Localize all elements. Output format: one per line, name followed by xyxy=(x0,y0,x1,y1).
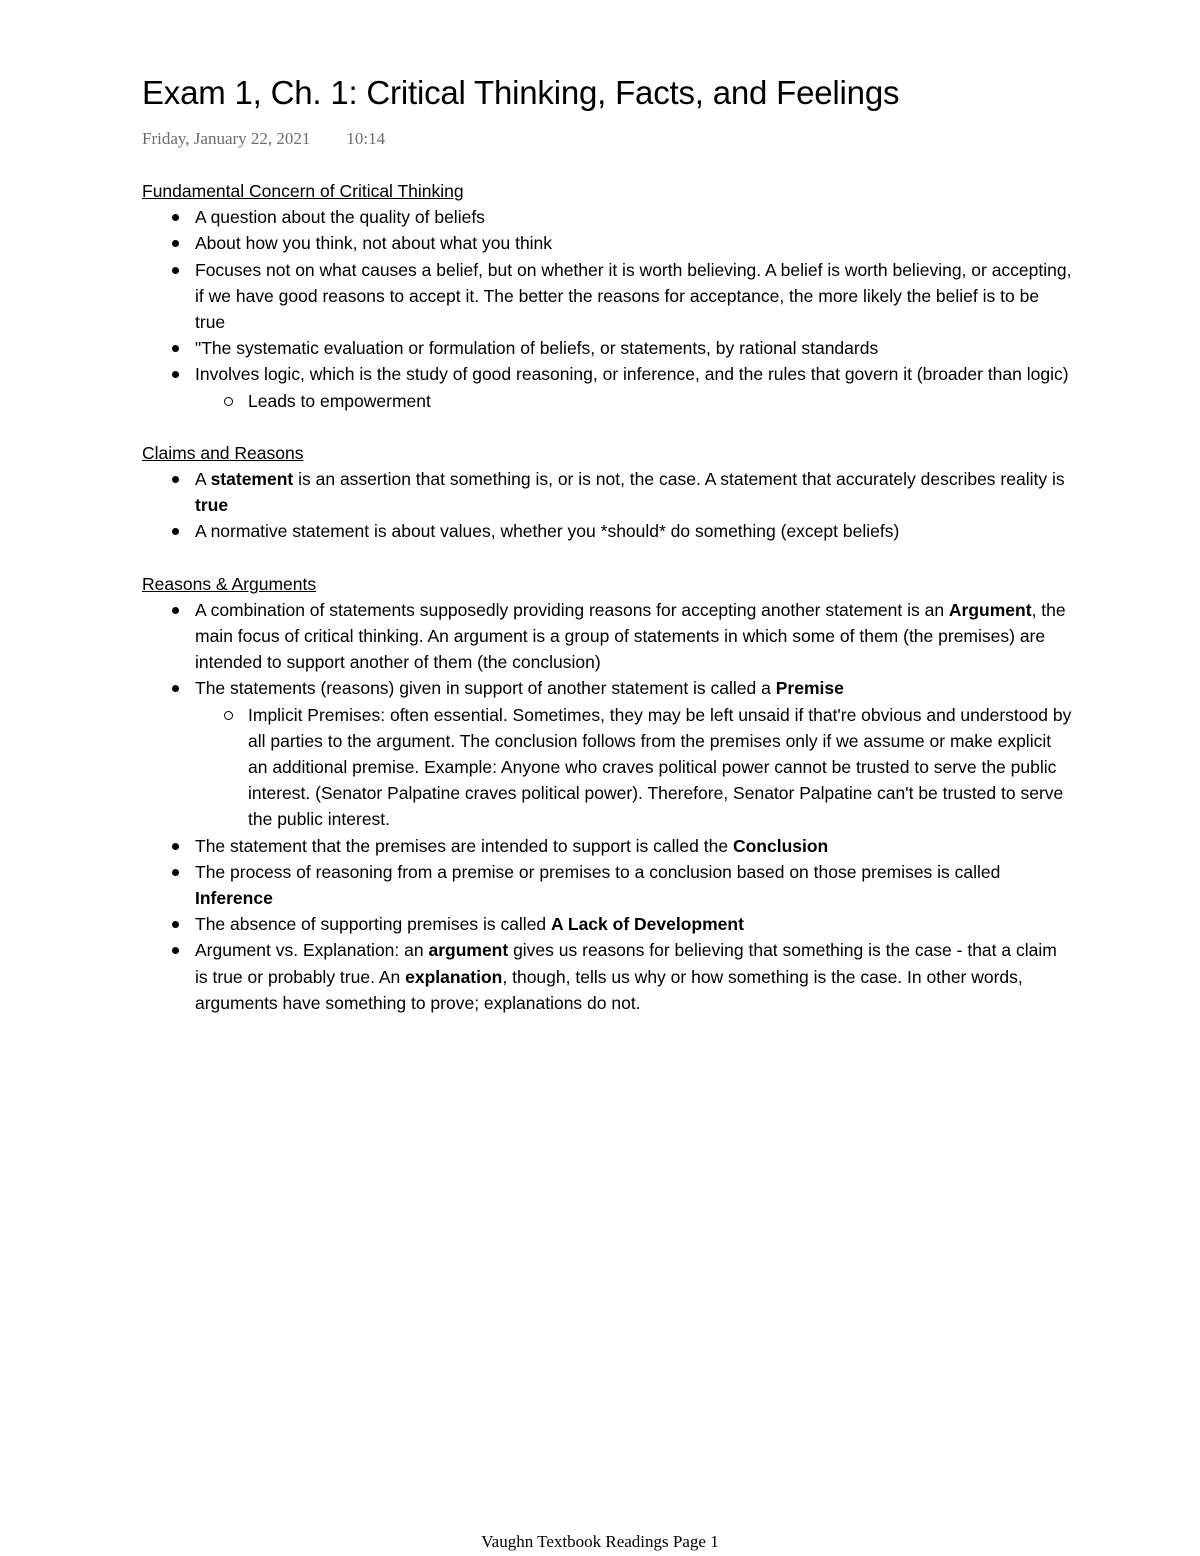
bold-term: Argument xyxy=(948,599,1032,620)
bold-term: explanation xyxy=(405,966,503,987)
note-body xyxy=(142,178,1072,1042)
list-item-text: Involves logic, which is the study of good reasoning, or inference, and the rules that govern it (broader than logic) xyxy=(195,364,1069,385)
note-time: 10:14 xyxy=(346,129,386,148)
note-date: Friday, January 22, 2021 xyxy=(142,129,311,148)
list-item: The process of reasoning from a premise or premises to a conclusion based on those premises is called Inference xyxy=(195,859,1072,911)
list-item: A statement is an assertion that something is, or is not, the case. A statement that accurately describes reality is true xyxy=(195,466,1072,518)
list-item: About how you think, not about what you think xyxy=(195,230,1072,256)
page-footer: Vaughn Textbook Readings Page 1 xyxy=(481,1532,719,1551)
section-heading: Fundamental Concern of Critical Thinking xyxy=(142,181,464,201)
page-title: Exam 1, Ch. 1: Critical Thinking, Facts, and Feelings xyxy=(142,74,900,111)
bold-term: A Lack of Development xyxy=(551,914,744,935)
bold-term: statement xyxy=(210,469,294,490)
bold-term: argument xyxy=(428,940,509,961)
bullet-list xyxy=(142,466,1072,545)
bold-term: true xyxy=(195,495,229,516)
list-item: A question about the quality of beliefs xyxy=(195,204,1072,230)
list-item: The statement that the premises are intended to support is called the Conclusion xyxy=(195,833,1072,859)
list-item: The absence of supporting premises is called A Lack of Development xyxy=(195,911,1072,937)
bold-term: Premise xyxy=(775,678,844,699)
note-timestamp xyxy=(142,129,385,149)
section-heading: Claims and Reasons xyxy=(142,442,304,463)
sub-list-item: Leads to empowerment xyxy=(248,388,1072,414)
list-item: A normative statement is about values, whether you *should* do something (except beliefs) xyxy=(195,518,1072,544)
bullet-list xyxy=(142,597,1072,1016)
section-heading: Reasons & Arguments xyxy=(142,573,317,594)
list-item xyxy=(195,361,1072,413)
sub-bullet-list xyxy=(195,388,1072,414)
bullet-list xyxy=(142,204,1072,414)
bold-term: Inference xyxy=(195,888,273,909)
list-item: "The systematic evaluation or formulation of beliefs, or statements, by rational standards xyxy=(195,335,1072,361)
list-item: The statements (reasons) given in support of another statement is called a Premise Implicit Premises: often essential. Sometimes, they may be left unsaid if that're obvious and understood by all parties to the argument. The conclusion follows from the premises only if we assume or make explicit an additional premise. Example: Anyone who craves political power cannot be trusted to serve the public interest. (Senator Palpatine craves political power). Therefore, Senator Palpatine can't be trusted to serve the public interest. xyxy=(195,675,1072,832)
section-reasons-and-arguments xyxy=(142,571,1072,1016)
list-item: Argument vs. Explanation: an argument gives us reasons for believing that something is the case - that a claim is true or probably true. An explanation, though, tells us why or how something is the case. In other words, arguments have something to prove; explanations do not. xyxy=(195,937,1072,1016)
sub-bullet-list xyxy=(195,702,1072,833)
bold-term: Conclusion xyxy=(732,835,829,856)
section-fundamental-concern xyxy=(142,178,1072,414)
sub-list-item: Implicit Premises: often essential. Sometimes, they may be left unsaid if that're obvious and understood by all parties to the argument. The conclusion follows from the premises only if we assume or make explicit an additional premise. Example: Anyone who craves political power cannot be trusted to serve the public interest. (Senator Palpatine craves political power). Therefore, Senator Palpatine can't be trusted to serve the public interest. xyxy=(248,702,1072,833)
list-item: Focuses not on what causes a belief, but on whether it is worth believing. A belief is worth believing, or accepting, if we have good reasons to accept it. The better the reasons for acceptance, the more likely the belief is to be true xyxy=(195,257,1072,336)
section-claims-and-reasons xyxy=(142,440,1072,545)
list-item: A combination of statements supposedly providing reasons for accepting another statement is an Argument, the main focus of critical thinking. An argument is a group of statements in which some of them (the premises) are intended to support another of them (the conclusion) xyxy=(195,597,1072,676)
